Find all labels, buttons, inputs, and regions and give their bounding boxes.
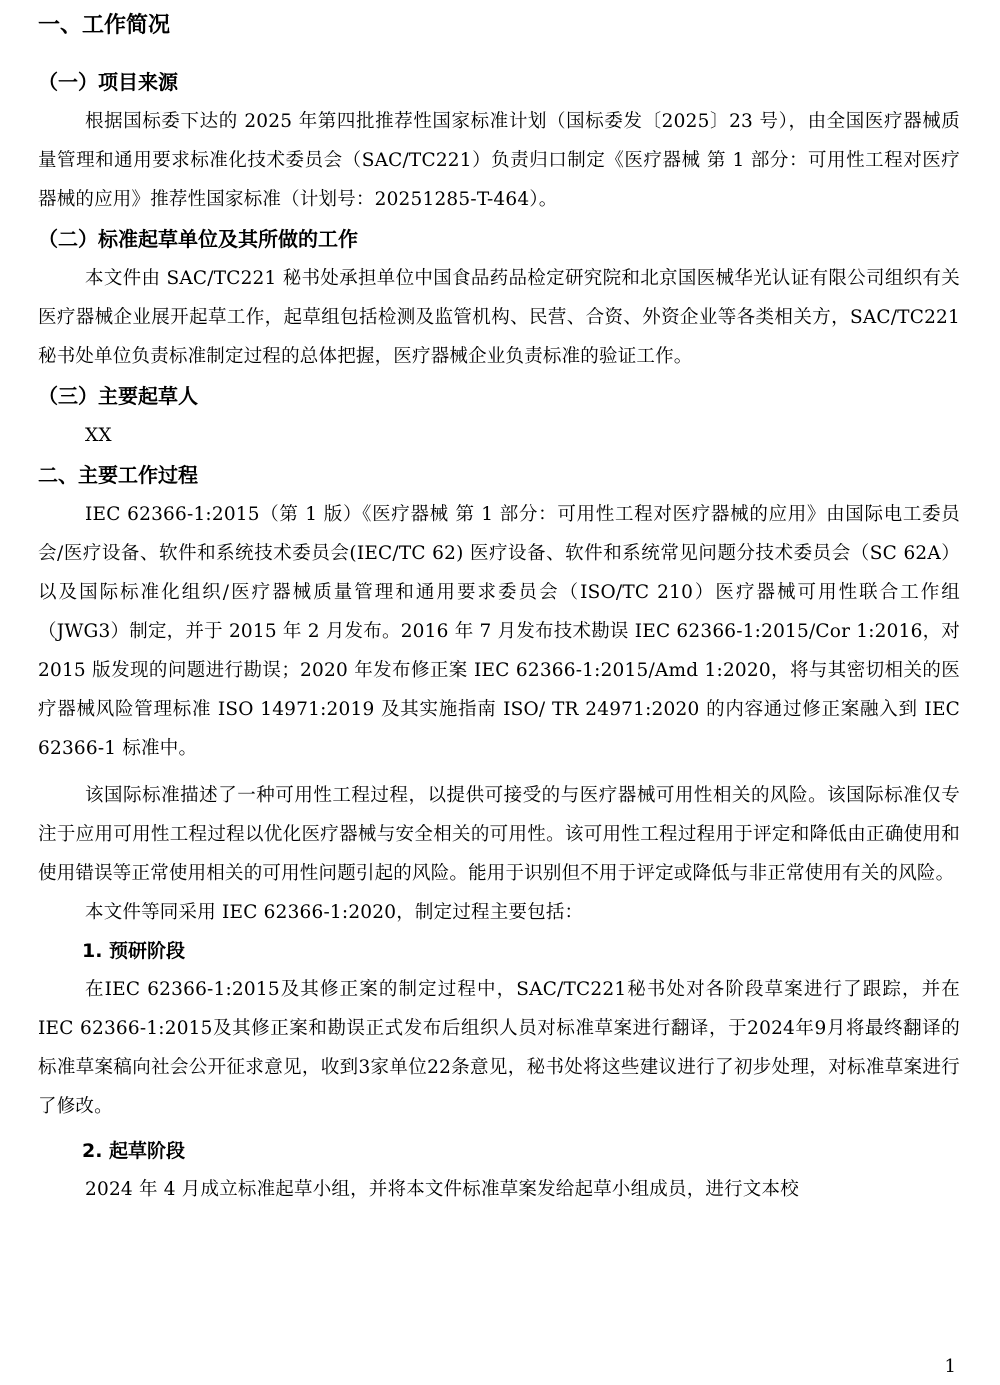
paragraph: 该国际标准描述了一种可用性工程过程，以提供可接受的与医疗器械可用性相关的风险。该国际标准仅专注于应用可用性工程过程以优化医疗器械与安全相关的可用性。该可用性工程过程用于评定和降低由正确使用和使用错误等正常使用相关的可用性问题引起的风险。能用于识别但不用于评定或降低与非正常使用有关的风险。 [38,785,960,884]
subsection-heading: （二）标准起草单位及其所做的工作 [38,227,358,251]
subsection-heading: （三）主要起草人 [38,384,198,408]
subsection-heading: （一）项目来源 [38,70,178,94]
paragraph: 根据国标委下达的 2025 年第四批推荐性国家标准计划（国标委发〔2025〕23 号），由全国医疗器械质量管理和通用要求标准化技术委员会（SAC/TC221）负责归口制定《医疗器械 第 1 部分：可用性工程对医疗器械的应用》推荐性国家标准（计划号：20251285-T-464）。 [38,111,960,210]
page-number: 1 [944,1356,956,1377]
paragraph: 本文件由 SAC/TC221 秘书处承担单位中国食品药品检定研究院和北京国医械华光认证有限公司组织有关医疗器械企业展开起草工作，起草组包括检测及监管机构、民营、合资、外资企业等各类相关方，SAC/TC221 秘书处单位负责标准制定过程的总体把握，医疗器械企业负责标准的验证工作。 [38,268,960,367]
paragraph: 在IEC 62366-1:2015及其修正案的制定过程中，SAC/TC221秘书处对各阶段草案进行了跟踪，并在IEC 62366-1:2015及其修正案和勘误正式发布后组织人员对标准草案进行翻译，于2024年9月将最终翻译的标准草案稿向社会公开征求意见，收到3家单位22条意见，秘书处将这些建议进行了初步处理，对标准草案进行了修改。 [38,979,960,1117]
section-heading: 一、工作简况 [38,13,171,38]
paragraph: IEC 62366-1:2015（第 1 版）《医疗器械 第 1 部分：可用性工程对医疗器械的应用》由国际电工委员会/医疗设备、软件和系统技术委员会(IEC/TC 62) 医疗设备、软件和系统常见问题分技术委员会（SC 62A）以及国际标准化组织/医疗器械质量管理和通用要求委员会（ISO/TC 210）医疗器械可用性联合工作组（JWG3）制定，并于 2015 年 2 月发布。2016 年 7 月发布技术勘误 IEC 62366-1:2015/Cor 1:2016，对 2015 版发现的问题进行勘误；2020 年发布修正案 IEC 62366-1:2015/Amd 1:2020，将与其密切相关的医疗器械风险管理标准 ISO 14971:2019 及其实施指南 ISO/ TR 24971:2020 的内容通过修正案融入到 IEC 62366-1 标准中。 [38,504,960,759]
paragraph: XX [85,425,112,446]
document-page [38,6,960,1209]
step-heading: 1. 预研阶段 [82,940,186,962]
step-heading: 2. 起草阶段 [82,1140,186,1162]
section-heading: 二、主要工作过程 [38,463,198,487]
paragraph: 本文件等同采用 IEC 62366-1:2020，制定过程主要包括： [85,902,584,923]
paragraph: 2024 年 4 月成立标准起草小组，并将本文件标准草案发给起草小组成员，进行文本校 [85,1179,799,1200]
